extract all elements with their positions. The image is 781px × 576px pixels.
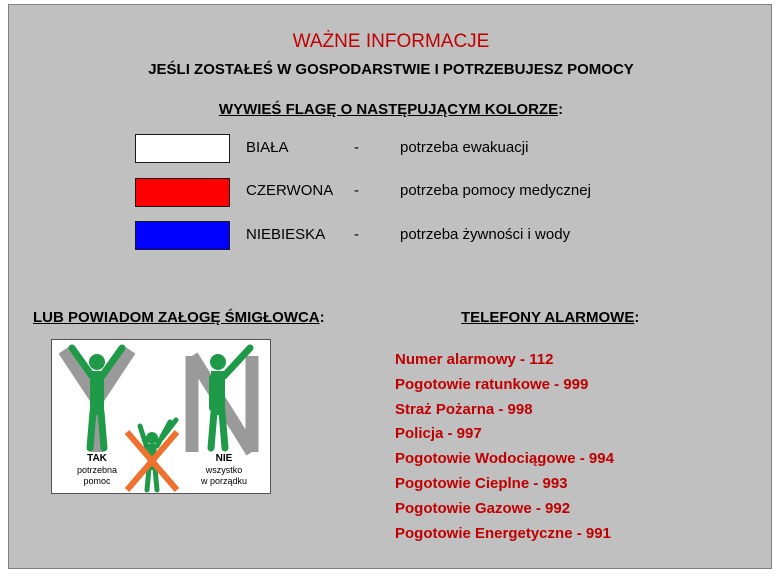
flag-heading-text: WYWIEŚ FLAGĘ O NASTĘPUJĄCYM KOLORZE bbox=[218, 101, 559, 118]
helicopter-heading bbox=[33, 309, 325, 326]
phone-item: Straż Pożarna - 998 bbox=[395, 400, 533, 418]
phone-item: Pogotowie Wodociągowe - 994 bbox=[395, 450, 614, 468]
flag-swatch-blue bbox=[135, 221, 230, 250]
helicopter-signal-diagram bbox=[51, 339, 271, 494]
phone-item: Policja - 997 bbox=[395, 425, 482, 443]
page-subtitle: JEŚLI ZOSTAŁEŚ W GOSPODARSTWIE I POTRZEBUJESZ POMOCY bbox=[148, 61, 634, 78]
flag-swatch-white bbox=[135, 134, 230, 163]
helicopter-heading-colon: : bbox=[319, 309, 325, 326]
flag-name-white: BIAŁA bbox=[246, 139, 289, 156]
phones-heading-colon: : bbox=[634, 309, 640, 326]
helicopter-heading-text: LUB POWIADOM ZAŁOGĘ ŚMIGŁOWCA bbox=[33, 309, 320, 326]
info-sheet bbox=[8, 4, 772, 569]
yes-caption-line2: pomoc bbox=[83, 476, 111, 486]
signal-illustration bbox=[52, 340, 270, 493]
phone-item: Pogotowie Energetyczne - 991 bbox=[395, 524, 611, 542]
no-caption-line2: w porządku bbox=[200, 476, 248, 486]
flag-dash-blue: - bbox=[354, 226, 359, 243]
no-caption-line1: wszystko bbox=[205, 465, 243, 475]
phones-heading bbox=[461, 309, 639, 326]
flag-name-red: CZERWONA bbox=[246, 182, 334, 199]
no-label: NIE bbox=[215, 453, 233, 464]
phone-item: Numer alarmowy - 112 bbox=[395, 351, 554, 368]
flag-swatch-red bbox=[135, 178, 230, 207]
phones-heading-text: TELEFONY ALARMOWE bbox=[461, 309, 635, 326]
flag-meaning-blue: potrzeba żywności i wody bbox=[400, 226, 571, 243]
flag-meaning-white: potrzeba ewakuacji bbox=[400, 139, 529, 156]
flag-dash-red: - bbox=[354, 182, 359, 199]
yes-label: TAK bbox=[87, 453, 107, 464]
phone-item: Pogotowie ratunkowe - 999 bbox=[395, 375, 589, 393]
phone-item: Pogotowie Gazowe - 992 bbox=[395, 499, 571, 517]
flag-name-blue: NIEBIESKA bbox=[246, 226, 326, 243]
phones-list bbox=[395, 348, 614, 546]
flag-dash-white: - bbox=[354, 139, 359, 156]
flag-meaning-red: potrzeba pomocy medycznej bbox=[400, 182, 591, 199]
yes-caption-line1: potrzebna bbox=[76, 465, 118, 475]
page-title: WAŻNE INFORMACJE bbox=[292, 31, 490, 52]
flag-heading bbox=[9, 101, 773, 118]
flag-heading-colon: : bbox=[558, 101, 564, 118]
phone-item: Pogotowie Cieplne - 993 bbox=[395, 474, 568, 492]
